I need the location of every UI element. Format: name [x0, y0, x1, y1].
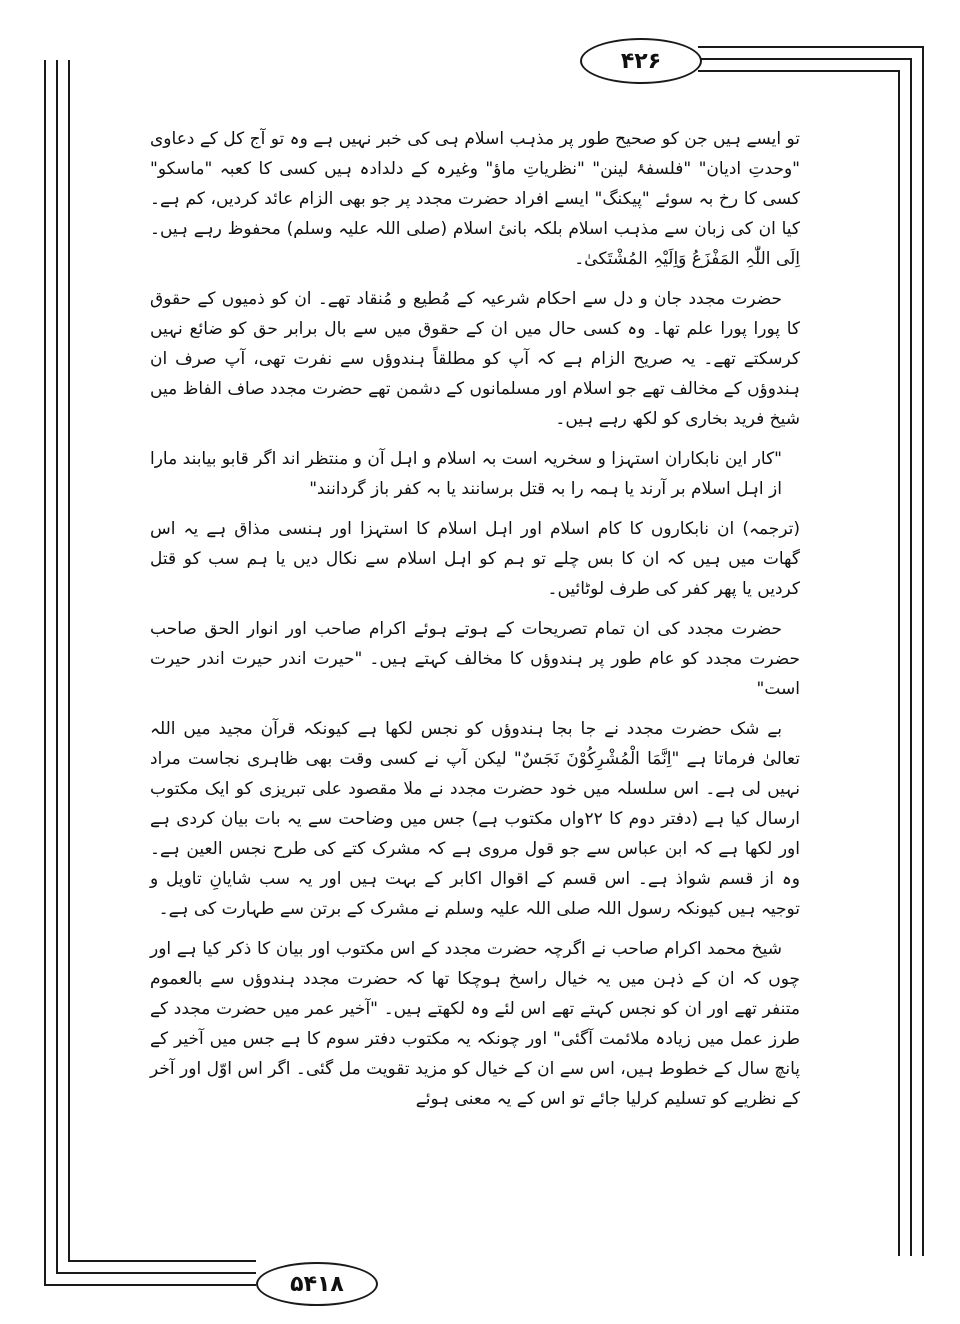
- body-text: [150, 124, 800, 1124]
- paragraph-4: بے شک حضرت مجدد نے جا بجا ہندوؤں کو نجس لکھا ہے کیونکہ قرآن مجید میں اللہ تعالیٰ فرماتا ہے "اِنَّمَا الْمُشْرِکُوْنَ نَجَسٌ" لیکن آپ نے کسی وقت بھی ظاہری نجاست مراد نہیں لی ہے۔ اس سلسلہ میں خود حضرت مجدد نے ملا مقصود علی تبریزی کو ایک مکتوب ارسال کیا ہے (دفتر دوم کا ۲۲واں مکتوب ہے) جس میں وضاحت سے یہ بات بیان کردی ہے اور لکھا ہے کہ ابن عباس سے جو قول مروی ہے کہ مشرک کتے کی طرح نجس العین ہے۔ وہ از قسم شواذ ہے۔ اس قسم کے اقوال اکابر کے بہت ہیں اور یہ سب شایانِ تاویل و توجیہ ہیں کیونکہ رسول اللہ صلی اللہ علیہ وسلم نے مشرک کے برتن سے طہارت کی ہے۔: [150, 719, 800, 919]
- frame-left-inner: [56, 60, 58, 1272]
- frame-top-outer: [698, 46, 924, 48]
- paragraph-1: تو ایسے ہیں جن کو صحیح طور پر مذہب اسلام ہی کی خبر نہیں ہے وہ تو آج کل کے دعاوی "وحدتِ ادیان" "فلسفۂ لینن" "نظریاتِ ماؤ" وغیرہ کے دلدادہ ہیں کسی کا کعبہ "ماسکو" کسی کا رخ بہ سوئے "پیکنگ" ایسے افراد حضرت مجدد پر جو بھی الزام عائد کردیں، کم ہے۔ کیا ان کی زبان سے مذہب اسلام بلکہ بانیٔ اسلام (صلی اللہ علیہ وسلم) محفوظ رہے ہیں۔ اِلَی اللّٰہِ المَفْزَعُ وَاِلَیْہِ المُشْتَکیٰ۔: [150, 129, 800, 269]
- paragraph-2: حضرت مجدد جان و دل سے احکام شرعیہ کے مُطیع و مُنقاد تھے۔ ان کو ذمیوں کے حقوق کا پورا پورا علم تھا۔ وہ کسی حال میں ان کے حقوق میں سے بال برابر حق کو ضائع نہیں کرسکتے تھے۔ یہ صریح الزام ہے کہ آپ کو مطلقاً ہندوؤں سے نفرت تھی، آپ صرف ان ہندوؤں کے مخالف تھے جو اسلام اور مسلمانوں کے دشمن تھے حضرت مجدد صاف الفاظ میں شیخ فرید بخاری کو لکھ رہے ہیں۔: [150, 289, 800, 429]
- frame-bottom-outer: [44, 1284, 256, 1286]
- translation: (ترجمہ) ان نابکاروں کا کام اسلام اور اہل اسلام کا استہزا اور ہنسی مذاق ہے یہ اس گھات میں ہیں کہ ان کا بس چلے تو ہم کو اہل اسلام سے نکال دیں یا ہم سب کو قتل کردیں یا پھر کفر کی طرف لوٹائیں۔: [150, 519, 800, 599]
- paragraph-3: حضرت مجدد کی ان تمام تصریحات کے ہوتے ہوئے اکرام صاحب اور انوار الحق صاحب حضرت مجدد کو عام طور پر ہندوؤں کا مخالف کہتے ہیں۔ "حیرت اندر حیرت اندر حیرت است": [150, 619, 800, 699]
- frame-bottom-inner: [56, 1272, 256, 1274]
- frame-right-inner: [910, 58, 912, 1256]
- frame-top-inner: [698, 58, 912, 60]
- frame-right-inner2: [898, 70, 900, 1256]
- frame-right-outer: [922, 46, 924, 1256]
- frame-left-inner2: [68, 60, 70, 1260]
- frame-bottom-inner2: [68, 1260, 256, 1262]
- frame-top-inner2: [698, 70, 900, 72]
- persian-quote: "کار این نابکاران استہزا و سخریہ است بہ اسلام و اہل آن و منتظر اند اگر قابو بیابند مارا از اہل اسلام بر آرند یا ہمہ را بہ قتل برسانند یا بہ کفر باز گردانند": [150, 449, 782, 499]
- paragraph-5: شیخ محمد اکرام صاحب نے اگرچہ حضرت مجدد کے اس مکتوب اور بیان کا ذکر کیا ہے اور چوں کہ ان کے ذہن میں یہ خیال راسخ ہوچکا تھا کہ حضرت مجدد ہندوؤں سے بالعموم متنفر تھے اور ان کو نجس کہتے تھے اس لئے وہ لکھتے ہیں۔ "آخیر عمر میں حضرت مجدد کے طرز عمل میں زیادہ ملائمت آگئی" اور چونکہ یہ مکتوب دفتر سوم کا ہے جس میں آخیر کے پانچ سال کے خطوط ہیں، اس سے ان کے خیال کو مزید تقویت مل گئی۔ اگر اس اوّل اور آخر کے نظریے کو تسلیم کرلیا جائے تو اس کے یہ معنی ہوئے: [150, 939, 800, 1109]
- frame-left-outer: [44, 60, 46, 1284]
- top-page-number: ۴۲۶: [580, 38, 702, 84]
- bottom-page-number: ۵۴۱۸: [256, 1262, 378, 1306]
